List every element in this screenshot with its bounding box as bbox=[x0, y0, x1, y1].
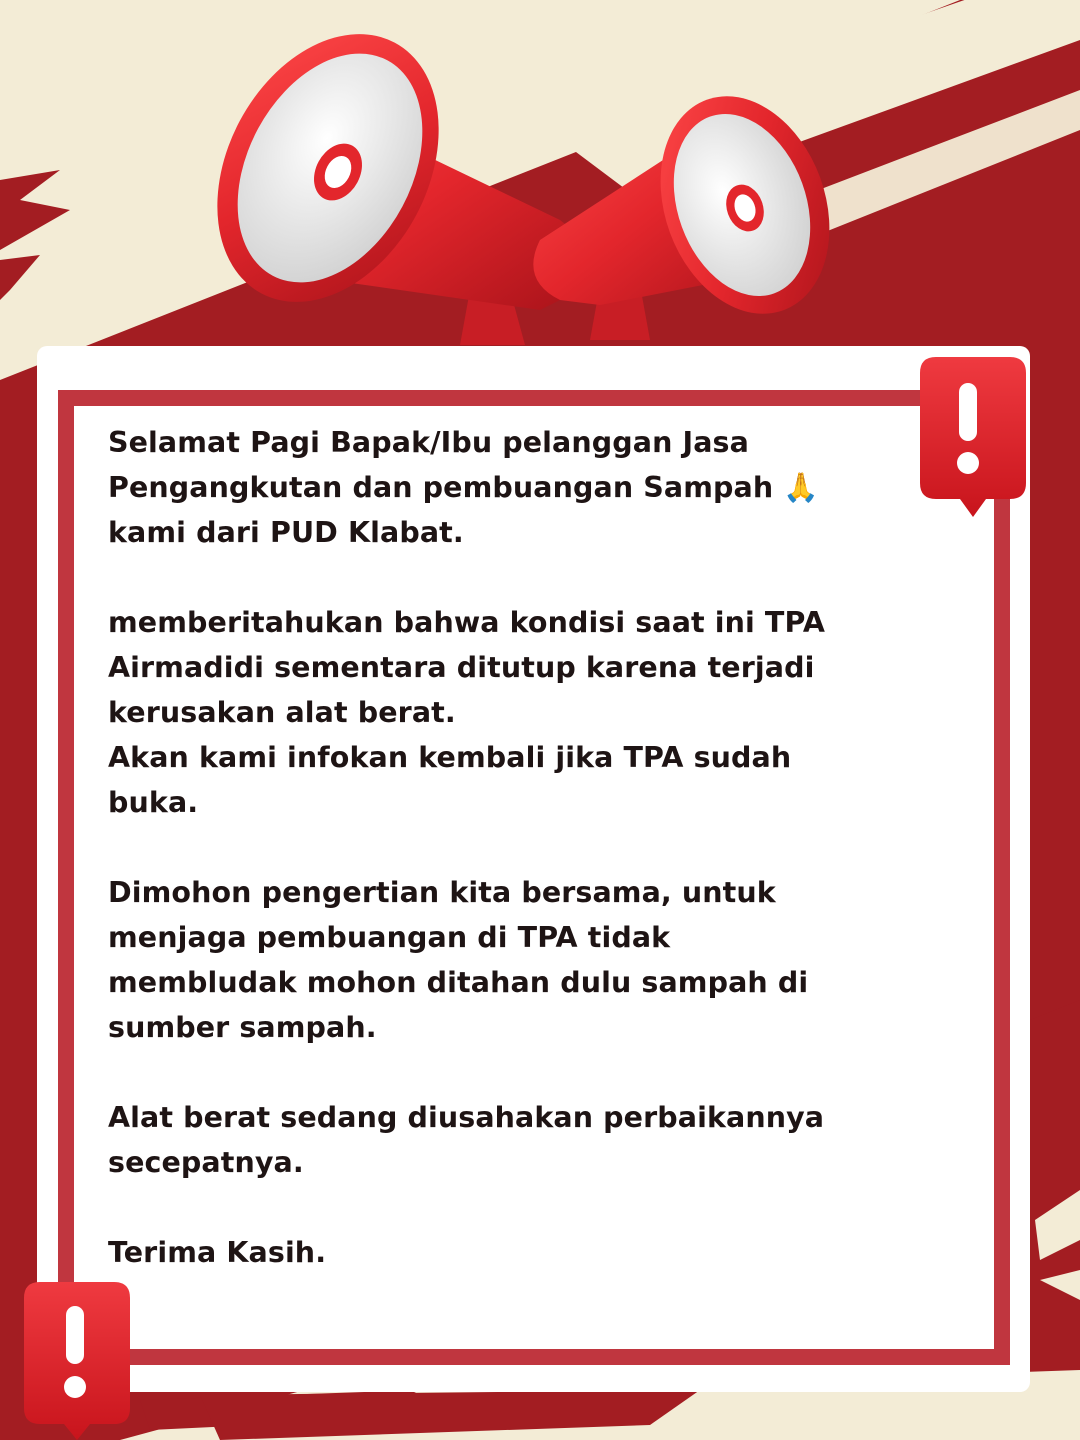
megaphone-icon bbox=[180, 0, 880, 360]
brush-stroke-left-splash bbox=[0, 170, 70, 250]
brush-stroke-left-splash-2 bbox=[0, 255, 40, 300]
announcement-paragraph: Selamat Pagi Bapak/Ibu pelanggan Jasa Pengangkutan dan pembuangan Sampah 🙏 kami dari PUD Klabat. bbox=[108, 426, 819, 549]
exclamation-icon bbox=[918, 355, 1028, 520]
announcement-paragraph: Terima Kasih. bbox=[108, 1236, 327, 1269]
announcement-paragraph: Dimohon pengertian kita bersama, untuk menjaga pembuangan di TPA tidak membludak mohon ditahan dulu sampah di sumber sampah. bbox=[108, 876, 809, 1044]
exclamation-icon bbox=[22, 1280, 132, 1440]
announcement-paragraph: Alat berat sedang diusahakan perbaikannya secepatnya. bbox=[108, 1101, 825, 1179]
announcement-message bbox=[108, 420, 898, 1275]
announcement-paragraph: memberitahukan bahwa kondisi saat ini TPA Airmadidi sementara ditutup karena terjadi kerusakan alat berat. Akan kami infokan kembali jika TPA sudah buka. bbox=[108, 606, 825, 819]
